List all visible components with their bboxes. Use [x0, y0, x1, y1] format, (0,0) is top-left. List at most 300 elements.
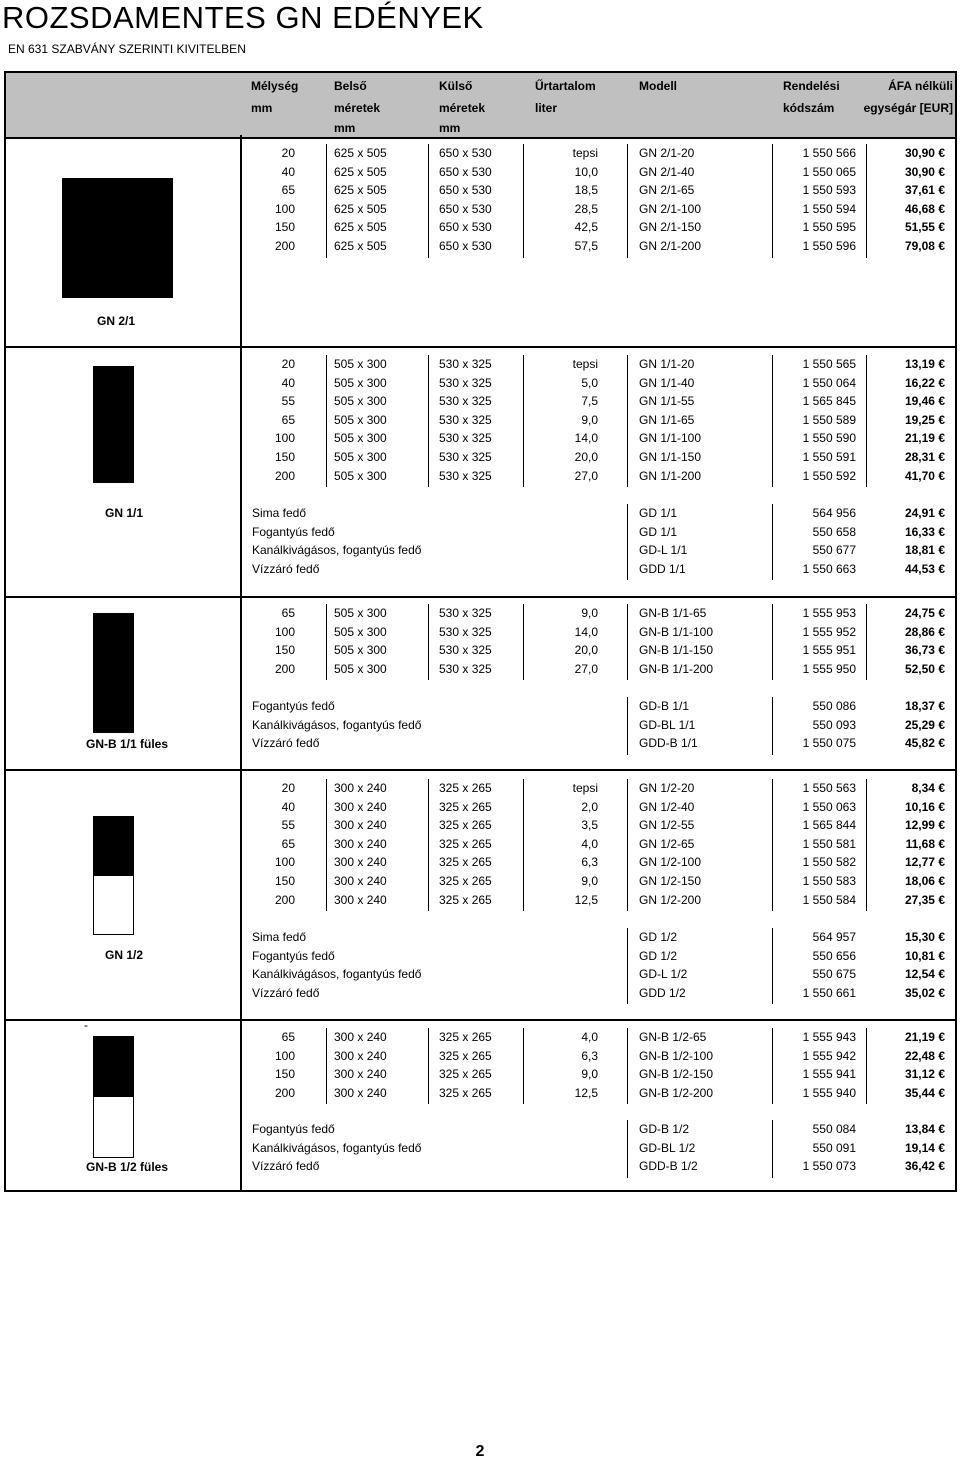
table-cell: 2,0	[581, 799, 598, 814]
table-cell: 4,0	[581, 1030, 598, 1044]
lid-model: GDD-B 1/2	[639, 1159, 698, 1174]
table-cell: GN 1/1-55	[639, 394, 695, 409]
lid-order-code: 550 675	[812, 967, 856, 982]
lid-order-code: 550 677	[812, 543, 856, 558]
header-order-0: Rendelési	[783, 79, 840, 93]
table-cell: 300 x 240	[334, 1030, 387, 1044]
table-cell: 20	[281, 357, 295, 371]
table-cell: 5,0	[581, 375, 598, 390]
table-cell: 150	[274, 450, 295, 464]
table-cell: GN 1/1-65	[639, 412, 695, 427]
lid-model: GD 1/2	[639, 948, 678, 963]
section-marker: -	[84, 1018, 88, 1032]
section-separator	[6, 1019, 955, 1021]
table-cell: 31,12 €	[904, 1067, 945, 1082]
lid-name: Vízzáró fedő	[252, 736, 320, 751]
header-capacity-1: liter	[535, 101, 558, 115]
table-cell: 16,22 €	[904, 375, 945, 390]
lid-model: GD-BL 1/2	[639, 1140, 696, 1155]
table-cell: GN 1/2-150	[639, 874, 702, 888]
table-cell: 325 x 265	[439, 818, 492, 833]
lid-order-code: 1 550 075	[802, 736, 856, 751]
lid-name: Sima fedő	[252, 930, 307, 944]
lid-model: GD 1/1	[639, 524, 678, 539]
column-separator	[428, 1028, 429, 1104]
section-separator	[6, 769, 955, 771]
table-cell: 505 x 300	[334, 412, 387, 427]
lid-price: 12,54 €	[904, 967, 945, 982]
table-cell: 1 550 065	[802, 164, 856, 179]
table-cell: 325 x 265	[439, 836, 492, 851]
lid-price: 18,81 €	[904, 543, 945, 558]
table-cell: 41,70 €	[904, 468, 945, 483]
table-cell: 1 550 594	[802, 201, 856, 216]
table-cell: 650 x 530	[439, 183, 492, 198]
lid-order-code: 550 658	[812, 524, 856, 539]
table-cell: 505 x 300	[334, 468, 387, 483]
header-model-0: Modell	[639, 79, 677, 93]
table-cell: 530 x 325	[439, 394, 492, 409]
section-label: GN 1/2	[105, 948, 144, 962]
table-cell: 625 x 505	[334, 220, 387, 235]
table-cell: 9,0	[581, 1067, 598, 1082]
lid-name: Sima fedő	[252, 506, 307, 520]
table-cell: 1 550 063	[802, 799, 856, 814]
table-cell: 1 550 596	[802, 239, 856, 253]
table-cell: 18,06 €	[904, 874, 945, 888]
table-cell: 1 550 589	[802, 412, 856, 427]
column-separator	[627, 355, 628, 487]
table-cell: GN 1/2-55	[639, 818, 695, 833]
table-cell: 1 550 064	[802, 375, 856, 390]
lid-model: GDD-B 1/1	[639, 736, 698, 751]
table-cell: 27,0	[574, 661, 598, 676]
header-inner-2: mm	[334, 121, 356, 135]
table-cell: 22,48 €	[904, 1048, 945, 1063]
table-cell: 200	[274, 661, 295, 676]
lid-model: GD 1/1	[639, 506, 678, 520]
table-cell: 625 x 505	[334, 164, 387, 179]
lid-order-code: 1 550 073	[802, 1159, 856, 1174]
column-separator	[523, 144, 524, 258]
table-cell: 325 x 265	[439, 1085, 492, 1100]
header-inner-1: méretek	[334, 101, 381, 115]
table-cell: 505 x 300	[334, 394, 387, 409]
table-cell: GN 2/1-40	[639, 164, 695, 179]
column-separator	[326, 144, 327, 258]
table-cell: 505 x 300	[334, 661, 387, 676]
column-separator	[627, 504, 628, 580]
table-cell: GN 2/1-100	[639, 201, 702, 216]
table-cell: 42,5	[574, 220, 598, 235]
section-label: GN 2/1	[97, 314, 136, 328]
table-cell: GN 2/1-20	[639, 146, 695, 160]
lid-name: Vízzáró fedő	[252, 985, 320, 1000]
table-cell: 530 x 325	[439, 412, 492, 427]
table-cell: 300 x 240	[334, 818, 387, 833]
lid-name: Kanálkivágásos, fogantyús fedő	[252, 543, 422, 558]
table-cell: GN-B 1/2-200	[639, 1085, 714, 1100]
table-cell: 1 550 593	[802, 183, 856, 198]
table-cell: 530 x 325	[439, 661, 492, 676]
table-cell: 300 x 240	[334, 1048, 387, 1063]
table-cell: 12,77 €	[904, 855, 945, 870]
column-separator	[523, 604, 524, 680]
table-cell: 1 565 844	[802, 818, 856, 833]
column-separator	[428, 355, 429, 487]
table-cell: tepsi	[572, 781, 598, 795]
price-table	[4, 71, 957, 1192]
table-cell: 150	[274, 1067, 295, 1082]
column-separator	[428, 144, 429, 258]
header-inner-0: Belső	[334, 79, 367, 93]
lid-price: 10,81 €	[904, 948, 945, 963]
gn-container-picture	[93, 1036, 134, 1158]
lid-price: 36,42 €	[904, 1159, 945, 1174]
column-separator	[523, 1028, 524, 1104]
table-cell: 1 555 951	[802, 643, 856, 658]
table-cell: GN 1/2-200	[639, 892, 702, 907]
table-cell: 150	[274, 220, 295, 235]
table-cell: 325 x 265	[439, 855, 492, 870]
lid-price: 15,30 €	[904, 930, 945, 944]
lid-model: GD-L 1/2	[639, 967, 688, 982]
table-cell: tepsi	[572, 357, 598, 371]
table-cell: GN-B 1/1-200	[639, 661, 714, 676]
table-cell: GN-B 1/2-100	[639, 1048, 714, 1063]
table-cell: 650 x 530	[439, 146, 492, 160]
lid-price: 18,37 €	[904, 699, 945, 713]
lid-order-code: 550 086	[812, 699, 856, 713]
table-cell: GN 1/1-40	[639, 375, 695, 390]
column-separator	[627, 1028, 628, 1104]
table-cell: 10,16 €	[904, 799, 945, 814]
lid-name: Vízzáró fedő	[252, 1159, 320, 1174]
table-cell: 11,68 €	[905, 836, 945, 851]
table-cell: GN-B 1/2-150	[639, 1067, 714, 1082]
table-cell: 12,99 €	[904, 818, 945, 833]
table-cell: 21,19 €	[904, 431, 945, 446]
table-cell: 325 x 265	[439, 892, 492, 907]
section-separator	[6, 596, 955, 598]
table-cell: 505 x 300	[334, 643, 387, 658]
table-cell: GN 2/1-150	[639, 220, 702, 235]
table-cell: 14,0	[574, 624, 598, 639]
table-cell: 325 x 265	[439, 1067, 492, 1082]
table-cell: 24,75 €	[904, 606, 945, 620]
column-separator	[627, 144, 628, 258]
table-cell: 300 x 240	[334, 874, 387, 888]
header-price-1: egységár [EUR]	[863, 101, 953, 115]
section-label: GN-B 1/2 füles	[86, 1160, 169, 1174]
table-cell: 12,5	[574, 1085, 598, 1100]
header-outer-1: méretek	[439, 101, 486, 115]
table-cell: 530 x 325	[439, 468, 492, 483]
lid-order-code: 550 084	[812, 1122, 856, 1136]
table-cell: 1 550 565	[802, 357, 856, 371]
table-cell: 300 x 240	[334, 855, 387, 870]
column-separator	[772, 144, 773, 258]
table-cell: 3,5	[581, 818, 598, 833]
table-cell: 100	[274, 855, 295, 870]
column-separator	[326, 355, 327, 487]
column-separator	[866, 1028, 867, 1104]
table-cell: 7,5	[581, 394, 598, 409]
table-cell: 300 x 240	[334, 1067, 387, 1082]
gn-container-picture	[62, 178, 173, 298]
table-cell: 100	[274, 624, 295, 639]
table-cell: 505 x 300	[334, 357, 387, 371]
table-cell: 65	[281, 183, 295, 198]
table-cell: 325 x 265	[439, 1048, 492, 1063]
page-title: ROZSDAMENTES GN EDÉNYEK	[2, 0, 484, 35]
lid-name: Kanálkivágásos, fogantyús fedő	[252, 967, 422, 982]
header-outer-0: Külső	[439, 79, 473, 93]
table-cell: 52,50 €	[904, 661, 945, 676]
table-cell: 1 555 943	[802, 1030, 856, 1044]
column-separator	[772, 928, 773, 1004]
table-cell: 505 x 300	[334, 431, 387, 446]
table-cell: GN 1/2-20	[639, 781, 695, 795]
column-separator	[866, 779, 867, 911]
table-cell: GN 1/1-100	[639, 431, 702, 446]
table-cell: 505 x 300	[334, 606, 387, 620]
table-cell: 18,5	[574, 183, 598, 198]
table-cell: 1 555 953	[802, 606, 856, 620]
table-cell: GN 2/1-65	[639, 183, 695, 198]
table-cell: 530 x 325	[439, 606, 492, 620]
table-cell: 530 x 325	[439, 624, 492, 639]
table-cell: 200	[274, 239, 295, 253]
table-cell: 10,0	[574, 164, 598, 179]
table-cell: 530 x 325	[439, 643, 492, 658]
lid-model: GD-BL 1/1	[639, 717, 696, 732]
table-cell: 1 550 591	[802, 450, 856, 464]
column-separator	[866, 355, 867, 487]
table-cell: GN 1/2-65	[639, 836, 695, 851]
lid-order-code: 564 957	[812, 930, 856, 944]
gn-container-picture	[93, 366, 134, 483]
table-cell: 9,0	[581, 874, 598, 888]
table-cell: GN 1/2-100	[639, 855, 702, 870]
table-cell: 300 x 240	[334, 781, 387, 795]
table-cell: 20	[281, 781, 295, 795]
table-cell: 28,31 €	[904, 450, 945, 464]
lid-name: Fogantyús fedő	[252, 948, 335, 963]
table-cell: 200	[274, 468, 295, 483]
section-label: GN 1/1	[105, 506, 144, 520]
gn-container-picture	[93, 613, 134, 733]
table-cell: 625 x 505	[334, 239, 387, 253]
table-cell: 30,90 €	[904, 146, 945, 160]
table-cell: 1 555 941	[802, 1067, 856, 1082]
table-cell: 1 550 583	[802, 874, 856, 888]
table-cell: 530 x 325	[439, 375, 492, 390]
table-cell: 325 x 265	[439, 799, 492, 814]
column-separator	[326, 779, 327, 911]
table-cell: 650 x 530	[439, 164, 492, 179]
table-cell: 300 x 240	[334, 1085, 387, 1100]
table-cell: 40	[281, 375, 295, 390]
table-cell: GN-B 1/2-65	[639, 1030, 707, 1044]
gn-container-picture	[93, 816, 134, 935]
table-cell: 625 x 505	[334, 183, 387, 198]
table-cell: tepsi	[572, 146, 598, 160]
table-cell: 57,5	[574, 239, 598, 253]
lid-model: GD-B 1/2	[639, 1122, 690, 1136]
table-cell: 325 x 265	[439, 874, 492, 888]
table-cell: 37,61 €	[904, 183, 945, 198]
table-cell: 505 x 300	[334, 624, 387, 639]
lid-order-code: 1 550 661	[802, 985, 856, 1000]
table-cell: 36,73 €	[904, 643, 945, 658]
lid-order-code: 550 093	[812, 717, 856, 732]
table-cell: GN 1/1-150	[639, 450, 702, 464]
table-cell: 1 550 595	[802, 220, 856, 235]
table-cell: GN-B 1/1-150	[639, 643, 714, 658]
lid-name: Kanálkivágásos, fogantyús fedő	[252, 717, 422, 732]
table-cell: 21,19 €	[904, 1030, 945, 1044]
column-separator	[523, 355, 524, 487]
column-separator	[772, 1120, 773, 1178]
column-separator	[772, 504, 773, 580]
header-depth-1: mm	[251, 101, 273, 115]
header-capacity-0: Űrtartalom	[535, 79, 596, 93]
lid-price: 24,91 €	[904, 506, 945, 520]
lid-name: Fogantyús fedő	[252, 1122, 335, 1136]
lid-name: Fogantyús fedő	[252, 699, 335, 713]
lid-order-code: 550 091	[812, 1140, 856, 1155]
table-cell: 150	[274, 874, 295, 888]
header-price-0: ÁFA nélküli	[888, 79, 953, 93]
column-separator	[627, 697, 628, 755]
table-cell: 650 x 530	[439, 201, 492, 216]
table-cell: 625 x 505	[334, 146, 387, 160]
lid-model: GDD 1/1	[639, 561, 686, 576]
column-separator	[523, 779, 524, 911]
table-cell: 300 x 240	[334, 799, 387, 814]
table-cell: 30,90 €	[904, 164, 945, 179]
table-cell: 530 x 325	[439, 357, 492, 371]
lid-name: Vízzáró fedő	[252, 561, 320, 576]
table-cell: GN 1/2-40	[639, 799, 695, 814]
column-separator	[627, 928, 628, 1004]
table-cell: 8,34 €	[911, 781, 945, 795]
column-separator	[866, 604, 867, 680]
table-cell: GN 2/1-200	[639, 239, 702, 253]
lid-order-code: 550 656	[812, 948, 856, 963]
table-cell: 1 550 590	[802, 431, 856, 446]
table-cell: 55	[281, 818, 295, 833]
table-cell: 65	[281, 606, 295, 620]
table-cell: 1 555 952	[802, 624, 856, 639]
table-cell: 650 x 530	[439, 220, 492, 235]
table-cell: 40	[281, 164, 295, 179]
gn-container-picture-fill	[94, 1037, 133, 1097]
lid-price: 35,02 €	[904, 985, 945, 1000]
column-separator	[428, 779, 429, 911]
table-cell: 28,5	[574, 201, 598, 216]
table-cell: 14,0	[574, 431, 598, 446]
page-number: 2	[475, 1443, 485, 1460]
table-cell: GN 1/1-200	[639, 468, 702, 483]
table-cell: 625 x 505	[334, 201, 387, 216]
lid-price: 19,14 €	[904, 1140, 945, 1155]
table-cell: 650 x 530	[439, 239, 492, 253]
section-label: GN-B 1/1 füles	[86, 737, 169, 751]
table-cell: 325 x 265	[439, 781, 492, 795]
lid-name: Kanálkivágásos, fogantyús fedő	[252, 1140, 422, 1155]
table-cell: 19,46 €	[904, 394, 945, 409]
table-cell: 100	[274, 431, 295, 446]
table-cell: 300 x 240	[334, 892, 387, 907]
table-cell: 505 x 300	[334, 375, 387, 390]
table-cell: 300 x 240	[334, 836, 387, 851]
table-cell: 40	[281, 799, 295, 814]
lid-model: GD-B 1/1	[639, 699, 690, 713]
lid-order-code: 564 956	[812, 506, 856, 520]
column-separator	[866, 144, 867, 258]
table-cell: 65	[281, 836, 295, 851]
column-separator	[326, 604, 327, 680]
lid-price: 16,33 €	[904, 524, 945, 539]
table-cell: 51,55 €	[904, 220, 945, 235]
table-cell: 27,0	[574, 468, 598, 483]
table-cell: 1 555 942	[802, 1048, 856, 1063]
column-separator	[772, 1028, 773, 1104]
table-cell: 1 550 566	[802, 146, 856, 160]
column-separator	[428, 604, 429, 680]
table-cell: 505 x 300	[334, 450, 387, 464]
table-cell: 28,86 €	[904, 624, 945, 639]
table-cell: 1 555 950	[802, 661, 856, 676]
column-separator	[627, 779, 628, 911]
column-separator	[772, 355, 773, 487]
table-cell: 6,3	[581, 855, 598, 870]
table-cell: 200	[274, 1085, 295, 1100]
table-cell: 530 x 325	[439, 431, 492, 446]
header-outer-2: mm	[439, 121, 461, 135]
table-cell: 1 550 584	[802, 892, 856, 907]
table-cell: 13,19 €	[904, 357, 945, 371]
table-cell: 46,68 €	[904, 201, 945, 216]
table-cell: 19,25 €	[904, 412, 945, 427]
table-cell: 65	[281, 1030, 295, 1044]
column-separator	[627, 604, 628, 680]
header-order-1: kódszám	[783, 101, 835, 115]
table-cell: 9,0	[581, 412, 598, 427]
table-cell: 35,44 €	[904, 1085, 945, 1100]
page-subtitle: EN 631 SZABVÁNY SZERINTI KIVITELBEN	[8, 42, 246, 56]
column-separator	[772, 697, 773, 755]
table-cell: 200	[274, 892, 295, 907]
table-cell: 9,0	[581, 606, 598, 620]
table-cell: 1 550 563	[802, 781, 856, 795]
header-depth-0: Mélység	[251, 79, 299, 93]
table-cell: 20,0	[574, 450, 598, 464]
table-cell: 1 550 581	[802, 836, 856, 851]
table-cell: 20,0	[574, 643, 598, 658]
column-separator	[772, 779, 773, 911]
table-cell: 100	[274, 1048, 295, 1063]
table-cell: GN-B 1/1-100	[639, 624, 714, 639]
table-cell: 325 x 265	[439, 1030, 492, 1044]
lid-price: 45,82 €	[904, 736, 945, 751]
column-separator	[627, 1120, 628, 1178]
lid-model: GDD 1/2	[639, 985, 686, 1000]
table-cell: 12,5	[574, 892, 598, 907]
lid-price: 25,29 €	[904, 717, 945, 732]
